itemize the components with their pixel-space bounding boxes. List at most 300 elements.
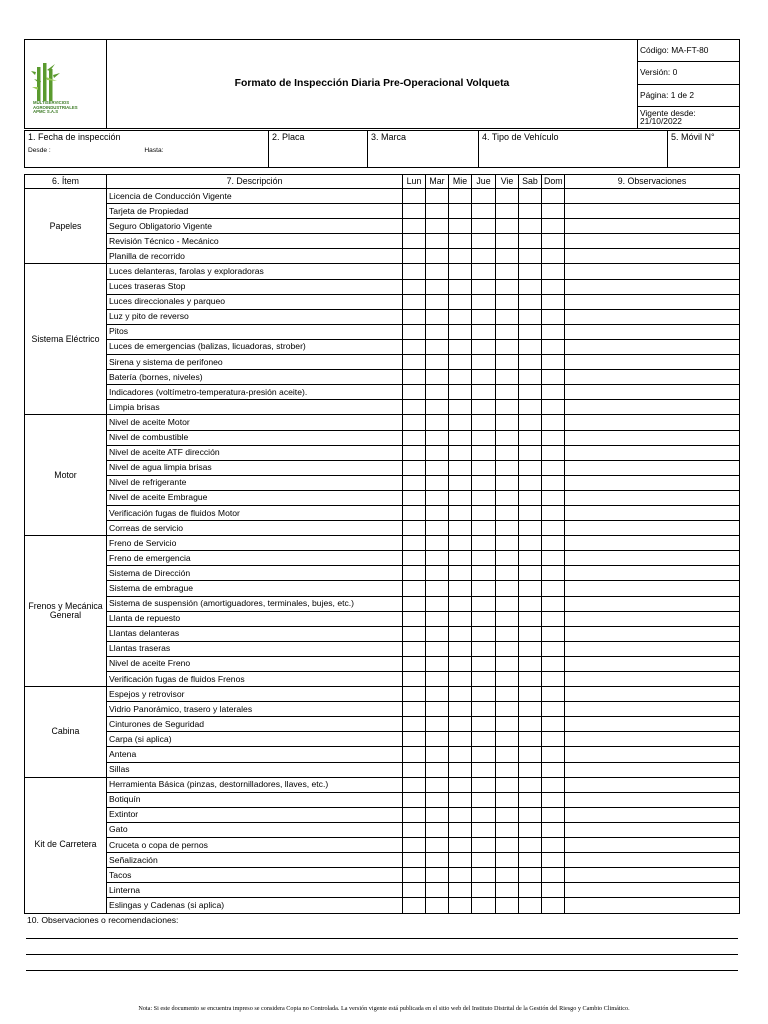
day-check-cell[interactable] (519, 747, 542, 762)
day-check-cell[interactable] (519, 762, 542, 777)
day-check-cell[interactable] (426, 264, 449, 279)
day-check-cell[interactable] (449, 475, 472, 490)
day-check-cell[interactable] (542, 415, 565, 430)
day-check-cell[interactable] (542, 822, 565, 837)
observation-cell[interactable] (565, 732, 740, 747)
day-check-cell[interactable] (542, 792, 565, 807)
day-check-cell[interactable] (472, 460, 496, 475)
day-check-cell[interactable] (496, 641, 519, 656)
day-check-cell[interactable] (472, 641, 496, 656)
observation-cell[interactable] (565, 279, 740, 294)
day-check-cell[interactable] (542, 838, 565, 853)
day-check-cell[interactable] (472, 762, 496, 777)
day-check-cell[interactable] (496, 264, 519, 279)
day-check-cell[interactable] (496, 596, 519, 611)
day-check-cell[interactable] (519, 204, 542, 219)
observation-cell[interactable] (565, 204, 740, 219)
day-check-cell[interactable] (496, 415, 519, 430)
day-check-cell[interactable] (403, 687, 426, 702)
observation-cell[interactable] (565, 249, 740, 264)
day-check-cell[interactable] (449, 355, 472, 370)
day-check-cell[interactable] (426, 339, 449, 354)
day-check-cell[interactable] (496, 536, 519, 551)
day-check-cell[interactable] (542, 883, 565, 898)
day-check-cell[interactable] (449, 792, 472, 807)
observation-cell[interactable] (565, 505, 740, 520)
day-check-cell[interactable] (519, 702, 542, 717)
day-check-cell[interactable] (496, 219, 519, 234)
day-check-cell[interactable] (472, 672, 496, 687)
day-check-cell[interactable] (449, 189, 472, 204)
day-check-cell[interactable] (472, 596, 496, 611)
day-check-cell[interactable] (449, 430, 472, 445)
observation-cell[interactable] (565, 883, 740, 898)
observation-cell[interactable] (565, 551, 740, 566)
day-check-cell[interactable] (426, 551, 449, 566)
day-check-cell[interactable] (449, 324, 472, 339)
day-check-cell[interactable] (542, 807, 565, 822)
day-check-cell[interactable] (426, 475, 449, 490)
day-check-cell[interactable] (449, 702, 472, 717)
day-check-cell[interactable] (403, 370, 426, 385)
day-check-cell[interactable] (496, 309, 519, 324)
day-check-cell[interactable] (449, 898, 472, 913)
observation-cell[interactable] (565, 339, 740, 354)
day-check-cell[interactable] (496, 490, 519, 505)
day-check-cell[interactable] (496, 339, 519, 354)
day-check-cell[interactable] (472, 551, 496, 566)
day-check-cell[interactable] (449, 656, 472, 671)
day-check-cell[interactable] (496, 656, 519, 671)
day-check-cell[interactable] (426, 596, 449, 611)
day-check-cell[interactable] (426, 324, 449, 339)
day-check-cell[interactable] (519, 400, 542, 415)
observation-cell[interactable] (565, 838, 740, 853)
day-check-cell[interactable] (472, 792, 496, 807)
day-check-cell[interactable] (403, 641, 426, 656)
field-marca[interactable]: 3. Marca (368, 131, 479, 168)
day-check-cell[interactable] (426, 777, 449, 792)
day-check-cell[interactable] (449, 551, 472, 566)
day-check-cell[interactable] (519, 717, 542, 732)
observation-cell[interactable] (565, 415, 740, 430)
day-check-cell[interactable] (403, 656, 426, 671)
day-check-cell[interactable] (519, 626, 542, 641)
field-movil[interactable]: 5. Móvil N° (668, 131, 740, 168)
field-tipo-vehiculo[interactable]: 4. Tipo de Vehículo (479, 131, 668, 168)
observation-cell[interactable] (565, 853, 740, 868)
day-check-cell[interactable] (403, 521, 426, 536)
day-check-cell[interactable] (426, 656, 449, 671)
day-check-cell[interactable] (403, 445, 426, 460)
day-check-cell[interactable] (426, 898, 449, 913)
observation-cell[interactable] (565, 490, 740, 505)
day-check-cell[interactable] (472, 717, 496, 732)
day-check-cell[interactable] (403, 868, 426, 883)
observation-cell[interactable] (565, 219, 740, 234)
day-check-cell[interactable] (496, 611, 519, 626)
day-check-cell[interactable] (403, 385, 426, 400)
day-check-cell[interactable] (519, 370, 542, 385)
day-check-cell[interactable] (472, 868, 496, 883)
day-check-cell[interactable] (426, 822, 449, 837)
observation-cell[interactable] (565, 792, 740, 807)
day-check-cell[interactable] (449, 822, 472, 837)
day-check-cell[interactable] (542, 264, 565, 279)
day-check-cell[interactable] (472, 505, 496, 520)
day-check-cell[interactable] (542, 596, 565, 611)
day-check-cell[interactable] (472, 430, 496, 445)
day-check-cell[interactable] (403, 702, 426, 717)
day-check-cell[interactable] (496, 687, 519, 702)
day-check-cell[interactable] (426, 415, 449, 430)
observation-cell[interactable] (565, 762, 740, 777)
day-check-cell[interactable] (426, 792, 449, 807)
observation-cell[interactable] (565, 672, 740, 687)
day-check-cell[interactable] (496, 189, 519, 204)
observation-cell[interactable] (565, 626, 740, 641)
day-check-cell[interactable] (519, 249, 542, 264)
day-check-cell[interactable] (472, 309, 496, 324)
day-check-cell[interactable] (472, 536, 496, 551)
day-check-cell[interactable] (496, 385, 519, 400)
day-check-cell[interactable] (403, 611, 426, 626)
observation-cell[interactable] (565, 822, 740, 837)
observation-cell[interactable] (565, 596, 740, 611)
day-check-cell[interactable] (519, 219, 542, 234)
field-placa[interactable]: 2. Placa (269, 131, 368, 168)
day-check-cell[interactable] (449, 717, 472, 732)
day-check-cell[interactable] (542, 309, 565, 324)
day-check-cell[interactable] (496, 883, 519, 898)
day-check-cell[interactable] (542, 355, 565, 370)
day-check-cell[interactable] (426, 732, 449, 747)
day-check-cell[interactable] (426, 702, 449, 717)
observation-cell[interactable] (565, 702, 740, 717)
day-check-cell[interactable] (426, 717, 449, 732)
day-check-cell[interactable] (519, 234, 542, 249)
day-check-cell[interactable] (403, 490, 426, 505)
day-check-cell[interactable] (403, 626, 426, 641)
day-check-cell[interactable] (519, 656, 542, 671)
day-check-cell[interactable] (426, 581, 449, 596)
day-check-cell[interactable] (519, 415, 542, 430)
day-check-cell[interactable] (449, 339, 472, 354)
day-check-cell[interactable] (519, 687, 542, 702)
day-check-cell[interactable] (426, 460, 449, 475)
day-check-cell[interactable] (542, 868, 565, 883)
day-check-cell[interactable] (542, 581, 565, 596)
day-check-cell[interactable] (449, 732, 472, 747)
day-check-cell[interactable] (542, 672, 565, 687)
day-check-cell[interactable] (426, 430, 449, 445)
day-check-cell[interactable] (542, 656, 565, 671)
day-check-cell[interactable] (403, 430, 426, 445)
observation-cell[interactable] (565, 898, 740, 913)
day-check-cell[interactable] (519, 385, 542, 400)
day-check-cell[interactable] (496, 838, 519, 853)
day-check-cell[interactable] (472, 219, 496, 234)
day-check-cell[interactable] (496, 581, 519, 596)
day-check-cell[interactable] (472, 883, 496, 898)
day-check-cell[interactable] (472, 249, 496, 264)
day-check-cell[interactable] (426, 853, 449, 868)
day-check-cell[interactable] (426, 279, 449, 294)
day-check-cell[interactable] (472, 687, 496, 702)
day-check-cell[interactable] (403, 219, 426, 234)
day-check-cell[interactable] (542, 339, 565, 354)
day-check-cell[interactable] (542, 445, 565, 460)
observation-cell[interactable] (565, 747, 740, 762)
day-check-cell[interactable] (496, 294, 519, 309)
day-check-cell[interactable] (519, 883, 542, 898)
day-check-cell[interactable] (542, 641, 565, 656)
day-check-cell[interactable] (542, 219, 565, 234)
observation-cell[interactable] (565, 611, 740, 626)
day-check-cell[interactable] (519, 324, 542, 339)
day-check-cell[interactable] (496, 898, 519, 913)
day-check-cell[interactable] (496, 566, 519, 581)
day-check-cell[interactable] (472, 324, 496, 339)
day-check-cell[interactable] (403, 672, 426, 687)
observation-cell[interactable] (565, 656, 740, 671)
day-check-cell[interactable] (426, 385, 449, 400)
day-check-cell[interactable] (403, 883, 426, 898)
day-check-cell[interactable] (426, 370, 449, 385)
day-check-cell[interactable] (496, 234, 519, 249)
day-check-cell[interactable] (426, 445, 449, 460)
day-check-cell[interactable] (403, 898, 426, 913)
day-check-cell[interactable] (403, 777, 426, 792)
day-check-cell[interactable] (426, 204, 449, 219)
day-check-cell[interactable] (542, 324, 565, 339)
day-check-cell[interactable] (542, 430, 565, 445)
day-check-cell[interactable] (426, 309, 449, 324)
day-check-cell[interactable] (472, 204, 496, 219)
day-check-cell[interactable] (472, 279, 496, 294)
day-check-cell[interactable] (426, 566, 449, 581)
day-check-cell[interactable] (472, 581, 496, 596)
day-check-cell[interactable] (426, 868, 449, 883)
day-check-cell[interactable] (426, 807, 449, 822)
day-check-cell[interactable] (449, 868, 472, 883)
observation-cell[interactable] (565, 868, 740, 883)
observation-cell[interactable] (565, 641, 740, 656)
day-check-cell[interactable] (496, 355, 519, 370)
day-check-cell[interactable] (496, 445, 519, 460)
day-check-cell[interactable] (472, 234, 496, 249)
day-check-cell[interactable] (542, 279, 565, 294)
day-check-cell[interactable] (426, 641, 449, 656)
observation-cell[interactable] (565, 400, 740, 415)
day-check-cell[interactable] (426, 762, 449, 777)
day-check-cell[interactable] (472, 732, 496, 747)
observation-cell[interactable] (565, 687, 740, 702)
day-check-cell[interactable] (472, 415, 496, 430)
day-check-cell[interactable] (449, 460, 472, 475)
day-check-cell[interactable] (496, 732, 519, 747)
day-check-cell[interactable] (519, 898, 542, 913)
day-check-cell[interactable] (496, 777, 519, 792)
day-check-cell[interactable] (542, 234, 565, 249)
observation-cell[interactable] (565, 460, 740, 475)
day-check-cell[interactable] (542, 400, 565, 415)
day-check-cell[interactable] (472, 898, 496, 913)
observation-cell[interactable] (565, 717, 740, 732)
day-check-cell[interactable] (496, 460, 519, 475)
day-check-cell[interactable] (496, 430, 519, 445)
observation-cell[interactable] (565, 385, 740, 400)
day-check-cell[interactable] (519, 822, 542, 837)
day-check-cell[interactable] (542, 475, 565, 490)
day-check-cell[interactable] (542, 777, 565, 792)
day-check-cell[interactable] (519, 279, 542, 294)
day-check-cell[interactable] (496, 822, 519, 837)
day-check-cell[interactable] (403, 339, 426, 354)
day-check-cell[interactable] (472, 747, 496, 762)
day-check-cell[interactable] (542, 249, 565, 264)
day-check-cell[interactable] (472, 370, 496, 385)
day-check-cell[interactable] (426, 536, 449, 551)
day-check-cell[interactable] (519, 294, 542, 309)
day-check-cell[interactable] (542, 762, 565, 777)
day-check-cell[interactable] (496, 279, 519, 294)
day-check-cell[interactable] (426, 505, 449, 520)
day-check-cell[interactable] (449, 370, 472, 385)
observation-cell[interactable] (565, 324, 740, 339)
day-check-cell[interactable] (472, 611, 496, 626)
day-check-cell[interactable] (426, 294, 449, 309)
day-check-cell[interactable] (542, 370, 565, 385)
day-check-cell[interactable] (403, 189, 426, 204)
day-check-cell[interactable] (449, 566, 472, 581)
day-check-cell[interactable] (519, 566, 542, 581)
day-check-cell[interactable] (542, 551, 565, 566)
day-check-cell[interactable] (426, 883, 449, 898)
day-check-cell[interactable] (449, 264, 472, 279)
day-check-cell[interactable] (519, 807, 542, 822)
day-check-cell[interactable] (542, 385, 565, 400)
observation-cell[interactable] (565, 807, 740, 822)
day-check-cell[interactable] (403, 762, 426, 777)
day-check-cell[interactable] (542, 460, 565, 475)
day-check-cell[interactable] (449, 611, 472, 626)
day-check-cell[interactable] (449, 626, 472, 641)
day-check-cell[interactable] (472, 566, 496, 581)
day-check-cell[interactable] (403, 279, 426, 294)
day-check-cell[interactable] (449, 505, 472, 520)
day-check-cell[interactable] (519, 868, 542, 883)
day-check-cell[interactable] (496, 370, 519, 385)
day-check-cell[interactable] (472, 339, 496, 354)
day-check-cell[interactable] (426, 747, 449, 762)
day-check-cell[interactable] (472, 189, 496, 204)
observation-cell[interactable] (565, 189, 740, 204)
day-check-cell[interactable] (519, 853, 542, 868)
day-check-cell[interactable] (403, 415, 426, 430)
day-check-cell[interactable] (449, 415, 472, 430)
day-check-cell[interactable] (519, 430, 542, 445)
day-check-cell[interactable] (519, 838, 542, 853)
day-check-cell[interactable] (542, 717, 565, 732)
observation-cell[interactable] (565, 294, 740, 309)
day-check-cell[interactable] (519, 309, 542, 324)
day-check-cell[interactable] (449, 687, 472, 702)
day-check-cell[interactable] (496, 672, 519, 687)
observation-cell[interactable] (565, 777, 740, 792)
day-check-cell[interactable] (403, 475, 426, 490)
day-check-cell[interactable] (519, 521, 542, 536)
day-check-cell[interactable] (519, 777, 542, 792)
day-check-cell[interactable] (496, 702, 519, 717)
observation-cell[interactable] (565, 355, 740, 370)
day-check-cell[interactable] (403, 324, 426, 339)
day-check-cell[interactable] (496, 521, 519, 536)
day-check-cell[interactable] (542, 702, 565, 717)
day-check-cell[interactable] (472, 702, 496, 717)
day-check-cell[interactable] (403, 581, 426, 596)
day-check-cell[interactable] (403, 822, 426, 837)
day-check-cell[interactable] (519, 339, 542, 354)
day-check-cell[interactable] (403, 551, 426, 566)
day-check-cell[interactable] (449, 219, 472, 234)
day-check-cell[interactable] (542, 566, 565, 581)
day-check-cell[interactable] (449, 853, 472, 868)
day-check-cell[interactable] (472, 853, 496, 868)
day-check-cell[interactable] (449, 672, 472, 687)
day-check-cell[interactable] (542, 204, 565, 219)
day-check-cell[interactable] (496, 475, 519, 490)
day-check-cell[interactable] (496, 792, 519, 807)
day-check-cell[interactable] (403, 309, 426, 324)
day-check-cell[interactable] (496, 551, 519, 566)
day-check-cell[interactable] (519, 596, 542, 611)
day-check-cell[interactable] (403, 294, 426, 309)
day-check-cell[interactable] (403, 792, 426, 807)
day-check-cell[interactable] (449, 249, 472, 264)
day-check-cell[interactable] (403, 807, 426, 822)
day-check-cell[interactable] (472, 822, 496, 837)
day-check-cell[interactable] (449, 204, 472, 219)
day-check-cell[interactable] (403, 355, 426, 370)
day-check-cell[interactable] (472, 656, 496, 671)
day-check-cell[interactable] (542, 687, 565, 702)
day-check-cell[interactable] (426, 687, 449, 702)
day-check-cell[interactable] (496, 249, 519, 264)
day-check-cell[interactable] (426, 490, 449, 505)
day-check-cell[interactable] (496, 717, 519, 732)
day-check-cell[interactable] (449, 777, 472, 792)
day-check-cell[interactable] (403, 853, 426, 868)
day-check-cell[interactable] (519, 264, 542, 279)
day-check-cell[interactable] (472, 777, 496, 792)
day-check-cell[interactable] (449, 400, 472, 415)
observation-cell[interactable] (565, 521, 740, 536)
observation-cell[interactable] (565, 264, 740, 279)
observation-cell[interactable] (565, 234, 740, 249)
observation-cell[interactable] (565, 566, 740, 581)
day-check-cell[interactable] (403, 505, 426, 520)
day-check-cell[interactable] (426, 249, 449, 264)
day-check-cell[interactable] (519, 475, 542, 490)
day-check-cell[interactable] (519, 189, 542, 204)
day-check-cell[interactable] (496, 807, 519, 822)
day-check-cell[interactable] (449, 581, 472, 596)
day-check-cell[interactable] (449, 762, 472, 777)
day-check-cell[interactable] (426, 355, 449, 370)
day-check-cell[interactable] (519, 641, 542, 656)
day-check-cell[interactable] (472, 294, 496, 309)
